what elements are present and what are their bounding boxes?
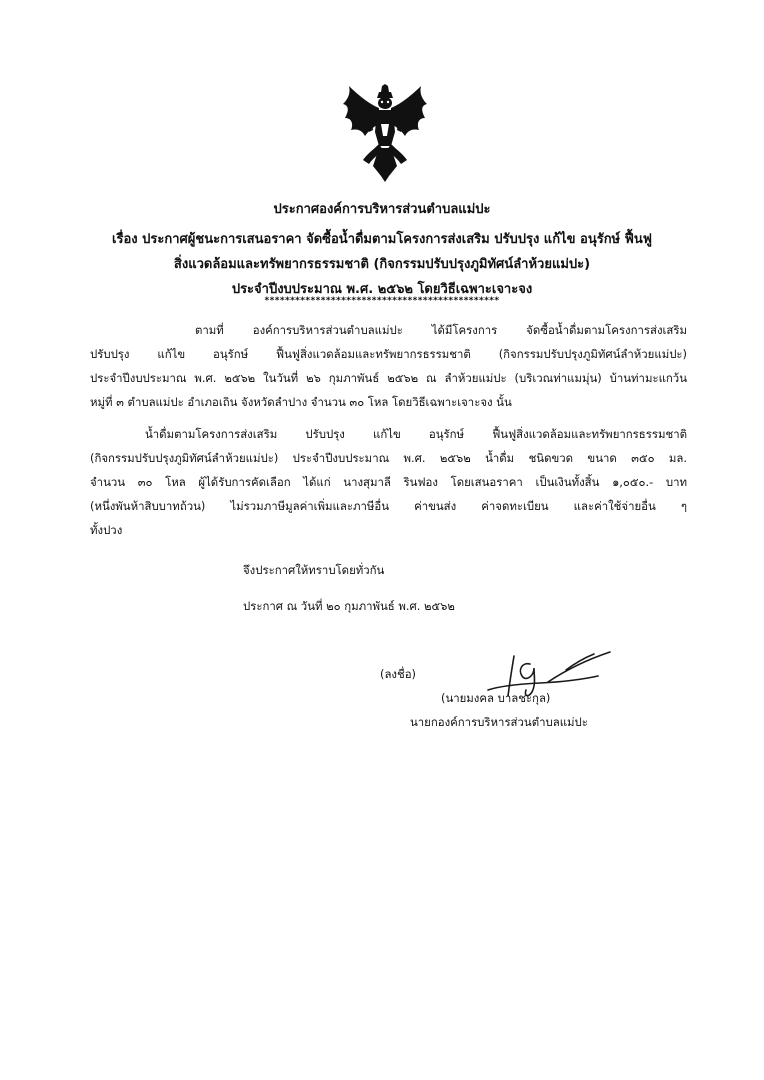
paragraph-1-line-4: หมู่ที่ ๓ ตำบลแม่ปะ อำเภอเถิน จังหวัดลำปาง จำนวน ๓๐ โหล โดยวิธีเฉพาะเจาะจง นั้น — [90, 395, 512, 409]
document-title: ประกาศองค์การบริหารส่วนตำบลแม่ปะ — [273, 202, 491, 217]
subject-line-1: เรื่อง ประกาศผู้ชนะการเสนอราคา จัดซื้อน้ำดื่มตามโครงการส่งเสริม ปรับปรุง แก้ไข อนุรักษ์ ฟื้นฟู — [112, 232, 652, 247]
paragraph-2-line-3: จำนวน ๓๐ โหล ผู้ได้รับการคัดเลือก ได้แก่ นางสุมาลี รินฟอง โดยเสนอราคา เป็นเงินทั้งสิ้น ๑,๐๕๐.- บาท — [90, 475, 687, 489]
sign-label: (ลงชื่อ) — [380, 667, 417, 681]
date-line: ประกาศ ณ วันที่ ๒๐ กุมภาพันธ์ พ.ศ. ๒๕๖๒ — [243, 599, 455, 613]
paragraph-1-line-3: ประจำปีงบประมาณ พ.ศ. ๒๕๖๒ ในวันที่ ๒๖ กุมภาพันธ์ ๒๕๖๒ ณ ลำห้วยแม่ปะ (บริเวณท่าแมมุ่น) บ้านท่ามะแกว้น — [90, 371, 687, 385]
paragraph-2-line-1: น้ำดื่มตามโครงการส่งเสริม ปรับปรุง แก้ไข อนุรักษ์ ฟื้นฟูสิ่งแวดล้อมและทรัพยากรธรรมชาติ — [145, 427, 687, 441]
signer-name: (นายมงคล บาลชะกุล) — [441, 691, 551, 705]
paragraph-1-line-2: ปรับปรุง แก้ไข อนุรักษ์ ฟื้นฟูสิ่งแวดล้อมและทรัพยากรธรรมชาติ (กิจกรรมปรับปรุงภูมิทัศน์ลำห้วยแม่ปะ) — [90, 347, 687, 361]
signer-position: นายกองค์การบริหารส่วนตำบลแม่ปะ — [410, 715, 588, 729]
subject-line-2: สิ่งแวดล้อมและทรัพยากรธรรมชาติ (กิจกรรมปรับปรุงภูมิทัศน์ลำห้วยแม่ปะ) — [173, 257, 591, 272]
separator-line: ********************************************** — [264, 296, 500, 306]
subject-line-3: ประจำปีงบประมาณ พ.ศ. ๒๕๖๒ โดยวิธีเฉพาะเจาะจง — [231, 282, 533, 297]
announcement-line: จึงประกาศให้ทราบโดยทั่วกัน — [243, 563, 385, 577]
paragraph-2-line-5: ทั้งปวง — [90, 523, 123, 537]
paragraph-1-line-1: ตามที่ องค์การบริหารส่วนตำบลแม่ปะ ได้มีโครงการ จัดซื้อน้ำดื่มตามโครงการส่งเสริม — [195, 323, 687, 337]
garuda-emblem — [343, 84, 427, 182]
paragraph-2-line-4: (หนึ่งพันห้าสิบบาทถ้วน) ไม่รวมภาษีมูลค่าเพิ่มและภาษีอื่น ค่าขนส่ง ค่าจดทะเบียน และค่าใช้จ่ายอื่น ๆ — [90, 499, 687, 513]
paragraph-2-line-2: (กิจกรรมปรับปรุงภูมิทัศน์ลำห้วยแม่ปะ) ประจำปีงบประมาณ พ.ศ. ๒๕๖๒ น้ำดื่ม ชนิดขวด ขนาด ๓๕๐ มล. — [90, 451, 687, 465]
